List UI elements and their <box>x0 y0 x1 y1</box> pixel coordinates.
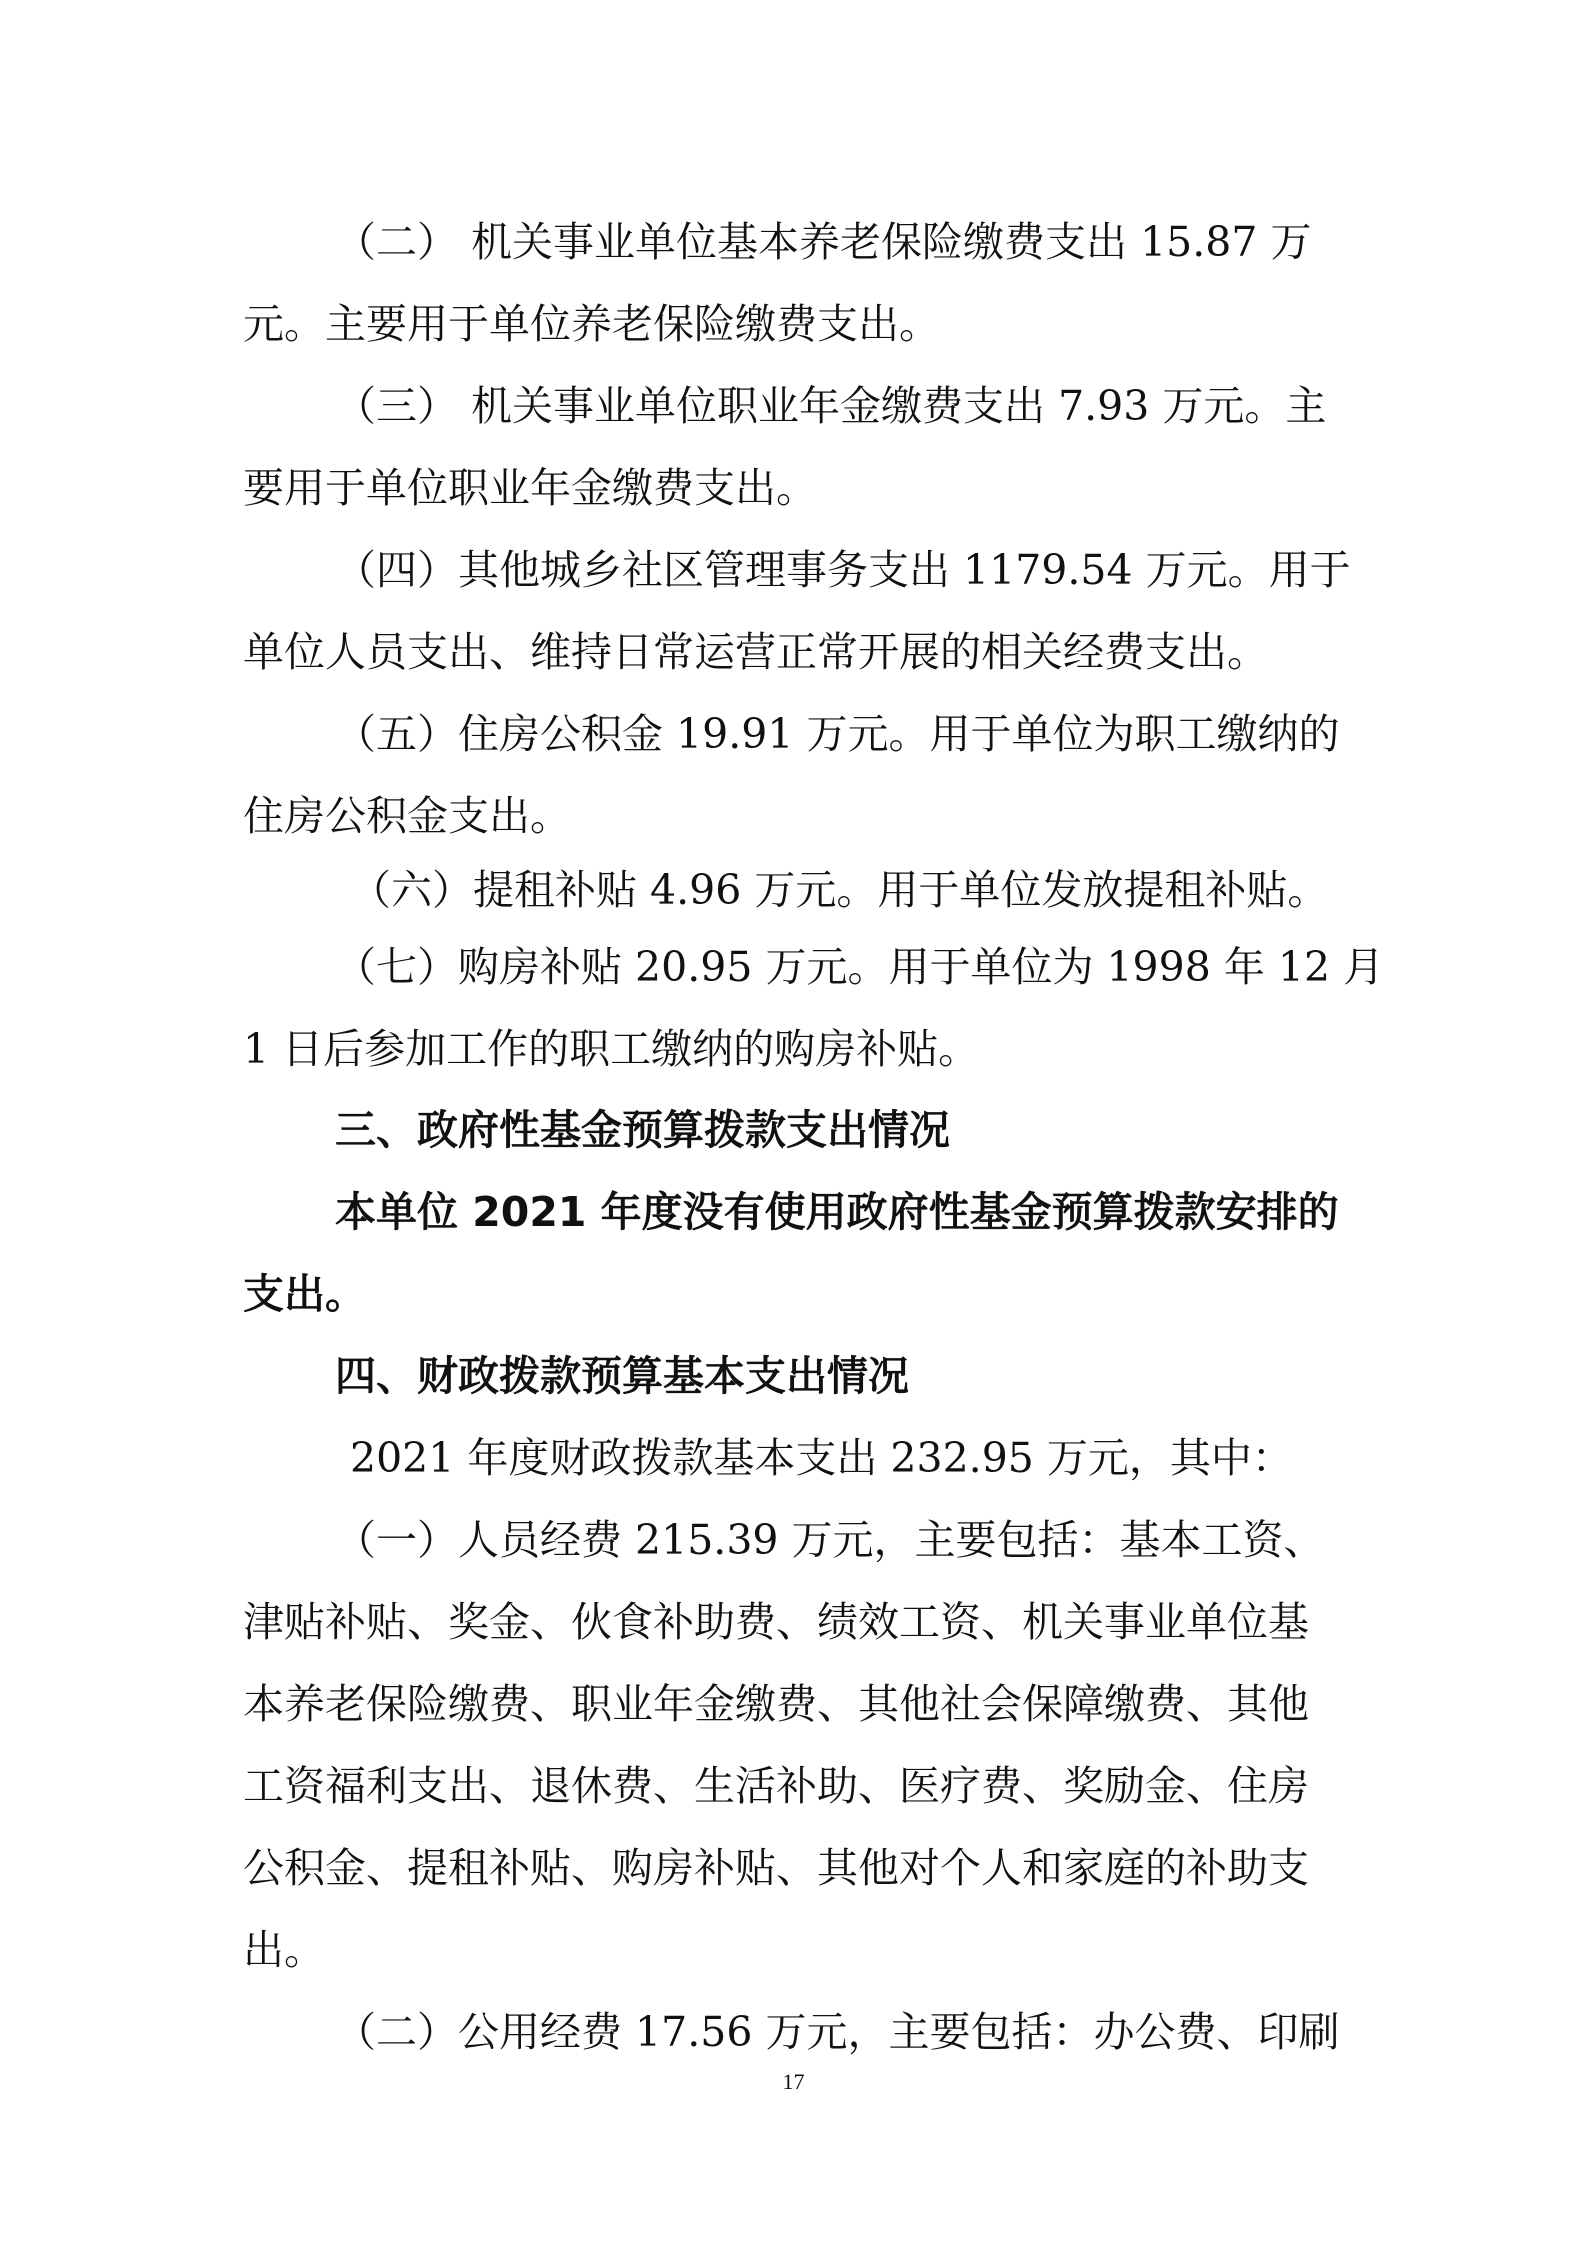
section-3-body-line-1: 本单位 2021 年度没有使用政府性基金预算拨款安排的 <box>335 1188 1339 1236</box>
section-4-summary: 2021 年度财政拨款基本支出 232.95 万元，其中： <box>350 1434 1293 1482</box>
para-4-line-1: （四）其他城乡社区管理事务支出 1179.54 万元。用于 <box>335 546 1351 594</box>
para-2-line-1: （二） 机关事业单位基本养老保险缴费支出 15.87 万 <box>335 218 1312 266</box>
personnel-line-2: 津贴补贴、奖金、伙食补助费、绩效工资、机关事业单位基 <box>243 1598 1309 1646</box>
para-4-line-2: 单位人员支出、维持日常运营正常开展的相关经费支出。 <box>243 628 1268 676</box>
personnel-line-5: 公积金、提租补贴、购房补贴、其他对个人和家庭的补助支 <box>243 1844 1309 1892</box>
section-4-heading: 四、财政拨款预算基本支出情况 <box>335 1352 909 1400</box>
para-3-line-1: （三） 机关事业单位职业年金缴费支出 7.93 万元。主 <box>335 382 1327 430</box>
para-7-line-2: 1 日后参加工作的职工缴纳的购房补贴。 <box>243 1025 980 1073</box>
public-funds-line-1: （二）公用经费 17.56 万元，主要包括：办公费、印刷 <box>335 2008 1340 2056</box>
personnel-line-3: 本养老保险缴费、职业年金缴费、其他社会保障缴费、其他 <box>243 1680 1309 1728</box>
page-number: 17 <box>782 2069 805 2094</box>
personnel-line-4: 工资福利支出、退休费、生活补助、医疗费、奖励金、住房 <box>243 1762 1309 1810</box>
para-5-line-2: 住房公积金支出。 <box>243 792 571 840</box>
section-3-body-line-2: 支出。 <box>243 1270 366 1318</box>
personnel-line-1: （一）人员经费 215.39 万元，主要包括：基本工资、 <box>335 1516 1325 1564</box>
personnel-line-6: 出。 <box>243 1926 325 1974</box>
section-3-heading: 三、政府性基金预算拨款支出情况 <box>335 1106 950 1154</box>
para-2-line-2: 元。主要用于单位养老保险缴费支出。 <box>243 300 940 348</box>
para-7-line-1: （七）购房补贴 20.95 万元。用于单位为 1998 年 12 月 <box>335 943 1385 991</box>
para-6-line-1: （六）提租补贴 4.96 万元。用于单位发放提租补贴。 <box>350 866 1329 914</box>
para-3-line-2: 要用于单位职业年金缴费支出。 <box>243 464 817 512</box>
para-5-line-1: （五）住房公积金 19.91 万元。用于单位为职工缴纳的 <box>335 710 1340 758</box>
